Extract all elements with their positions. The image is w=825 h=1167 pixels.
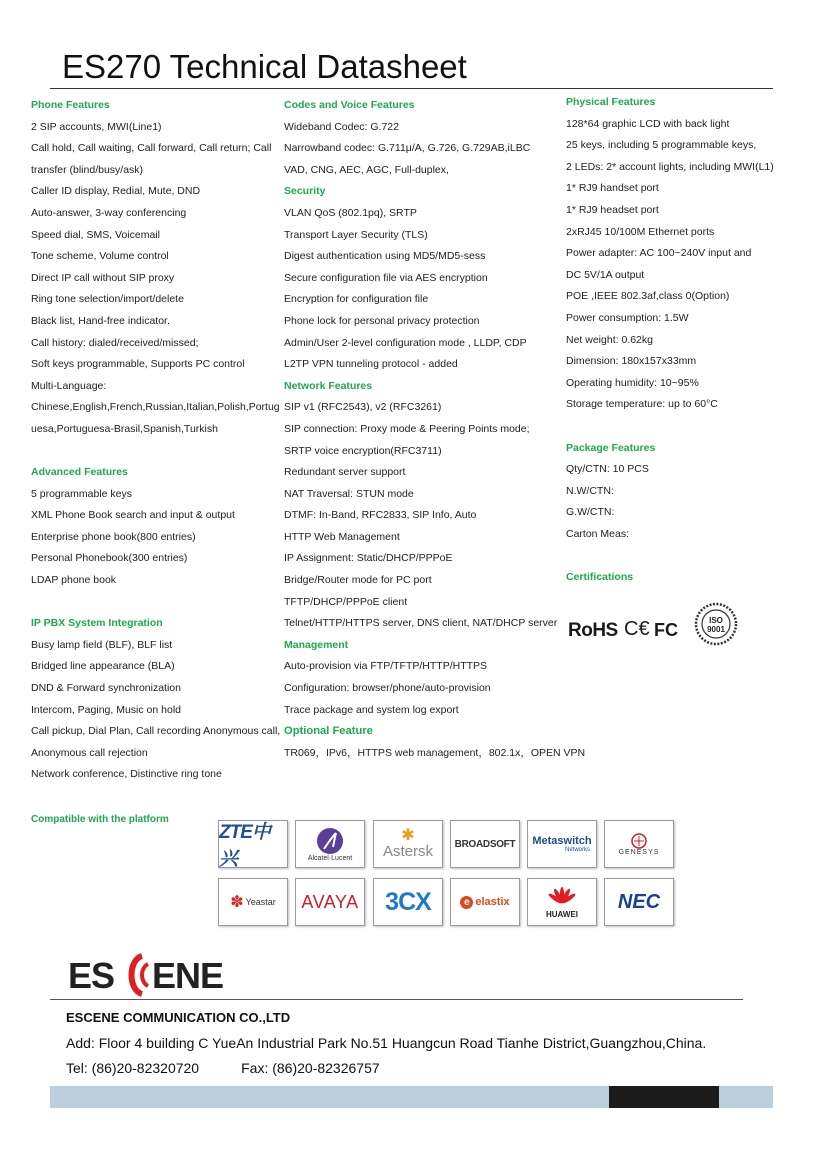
- spec-line: Call hold, Call waiting, Call forward, Call return; Call: [31, 142, 272, 155]
- company-name: ESCENE COMMUNICATION CO.,LTD: [66, 1010, 291, 1025]
- spec-line: NAT Traversal: STUN mode: [284, 487, 414, 500]
- title-divider: [50, 88, 773, 89]
- elastix-icon: e: [460, 896, 473, 909]
- compatible-platform-label: Compatible with the platform: [31, 814, 169, 825]
- section-heading: Certifications: [566, 571, 634, 584]
- section-heading: Optional Feature: [284, 725, 373, 738]
- spec-line: POE ,IEEE 802.3af,class 0(Option): [566, 290, 730, 303]
- spec-line: IP Assignment: Static/DHCP/PPPoE: [284, 552, 453, 565]
- svg-text:9001: 9001: [707, 625, 725, 634]
- section-heading: Network Features: [284, 379, 373, 392]
- column-codecs-security-network: [284, 95, 586, 764]
- spec-line: VAD, CNG, AEC, AGC, Full-duplex,: [284, 163, 449, 176]
- ce-mark-logo: C€: [624, 618, 650, 640]
- spec-line: Transport Layer Security (TLS): [284, 228, 428, 241]
- spec-line: 2xRJ45 10/100M Ethernet ports: [566, 225, 715, 238]
- section-heading: Security: [284, 185, 326, 198]
- spec-line: Redundant server support: [284, 466, 406, 479]
- huawei-logo: HUAWEI: [527, 878, 597, 926]
- alcatel-lucent-logo: Alcatel·Lucent: [295, 820, 365, 868]
- spec-line: Power consumption: 1.5W: [566, 311, 689, 324]
- spec-line: Speed dial, SMS, Voicemail: [31, 228, 160, 241]
- spec-line: Tone scheme, Volume control: [31, 250, 169, 263]
- spec-line: Ring tone selection/import/delete: [31, 293, 184, 306]
- svg-text:ISO: ISO: [709, 616, 723, 625]
- genesys-logo: GENESYS: [604, 820, 674, 868]
- alcatel-lucent-icon: [315, 827, 345, 855]
- spec-line: Power adapter: AC 100~240V input and: [566, 247, 752, 260]
- elastix-logo: e elastix: [450, 878, 520, 926]
- spec-line: Trace package and system log export: [284, 703, 459, 716]
- spec-line: Bridge/Router mode for PC port: [284, 574, 432, 587]
- yeastar-logo: ✽ Yeastar: [218, 878, 288, 926]
- spec-line: Call history: dialed/received/missed;: [31, 336, 199, 349]
- section-heading: Physical Features: [566, 96, 656, 108]
- asterisk-logo: ✱ Astersk: [373, 820, 443, 868]
- spacer: [566, 545, 796, 567]
- spec-line: Caller ID display, Redial, Mute, DND: [31, 185, 201, 198]
- asterisk-star-icon: ✱: [401, 826, 415, 844]
- spec-line: Busy lamp field (BLF), BLF list: [31, 638, 173, 651]
- spec-line: TFTP/DHCP/PPPoE client: [284, 595, 408, 608]
- spec-line: TR069，IPv6，HTTPS web management，802.1x，OPEN VPN: [284, 746, 586, 759]
- spec-line: Digest authentication using MD5/MD5-sess: [284, 250, 486, 263]
- spec-line: Storage temperature: up to 60°C: [566, 398, 718, 411]
- section-heading: IP PBX System Integration: [31, 617, 163, 630]
- spec-line: N.W/CTN:: [566, 484, 614, 497]
- spec-line: Telnet/HTTP/HTTPS server, DNS client, NAT/DHCP server: [284, 617, 558, 630]
- spec-line: Call pickup, Dial Plan, Call recording Anonymous call,: [31, 725, 281, 738]
- spec-line: Phone lock for personal privacy protection: [284, 314, 480, 327]
- spec-line: 128*64 graphic LCD with back light: [566, 117, 730, 130]
- spec-line: Intercom, Paging, Music on hold: [31, 703, 181, 716]
- contact-line: [66, 1060, 380, 1076]
- spec-line: Qty/CTN: 10 PCS: [566, 463, 649, 476]
- spec-line: 2 SIP accounts, MWI(Line1): [31, 120, 162, 133]
- spec-line: Multi-Language:: [31, 379, 107, 392]
- section-heading: Package Features: [566, 441, 656, 454]
- spec-line: Narrowband codec: G.711μ/A, G.726, G.729AB,iLBC: [284, 142, 531, 155]
- spec-line: 5 programmable keys: [31, 487, 132, 500]
- spec-line: 2 LEDs: 2* account lights, including MWI(L1): [566, 160, 774, 173]
- spec-line: SIP v1 (RFC2543), v2 (RFC3261): [284, 401, 442, 414]
- broadsoft-logo: BROADSOFT: [450, 820, 520, 868]
- spec-line: Wideband Codec: G.722: [284, 120, 399, 133]
- section-heading: Management: [284, 638, 349, 651]
- brand-c-arc-inner: [142, 964, 148, 986]
- spec-line: XML Phone Book search and input & output: [31, 509, 235, 522]
- yeastar-icon: ✽: [230, 894, 244, 911]
- brand-text-right: ENE: [152, 955, 224, 996]
- footer-divider: [50, 999, 743, 1000]
- section-heading: Advanced Features: [31, 466, 128, 479]
- spec-line: Auto-provision via FTP/TFTP/HTTP/HTTPS: [284, 660, 488, 673]
- huawei-petal-icon: [547, 886, 577, 910]
- spec-line: Black list, Hand-free indicator.: [31, 314, 170, 327]
- spec-line: LDAP phone book: [31, 574, 117, 587]
- spec-line: Personal Phonebook(300 entries): [31, 552, 188, 565]
- spec-line: DC 5V/1A output: [566, 268, 645, 281]
- telephone: Tel: (86)20-82320720: [66, 1060, 200, 1076]
- spec-line: Net weight: 0.62kg: [566, 333, 653, 346]
- spec-line: SIP connection: Proxy mode & Peering Points mode;: [284, 422, 530, 435]
- spec-line: Dimension: 180x157x33mm: [566, 355, 697, 368]
- spec-line: Enterprise phone book(800 entries): [31, 530, 196, 543]
- spec-line: Secure configuration file via AES encryption: [284, 271, 488, 284]
- spec-line: Configuration: browser/phone/auto-provision: [284, 682, 491, 695]
- spec-line: Encryption for configuration file: [284, 293, 429, 306]
- 3cx-logo: 3CX: [373, 878, 443, 926]
- spec-line: uesa,Portuguesa-Brasil,Spanish,Turkish: [31, 422, 218, 435]
- metaswitch-logo: Metaswitch Networks: [527, 820, 597, 868]
- spec-line: transfer (blind/busy/ask): [31, 163, 144, 176]
- spec-line: G.W/CTN:: [566, 506, 615, 519]
- spec-line: SRTP voice encryption(RFC3711): [284, 444, 442, 457]
- section-heading: Codes and Voice Features: [284, 99, 415, 111]
- page-title: ES270 Technical Datasheet: [62, 48, 467, 85]
- column-phone-features: [31, 95, 281, 786]
- spec-line: Direct IP call without SIP proxy: [31, 271, 175, 284]
- certification-logos: [566, 600, 756, 650]
- fax: Fax: (86)20-82326757: [241, 1060, 380, 1076]
- spec-line: 1* RJ9 handset port: [566, 182, 659, 195]
- rohs-logo: RoHS: [568, 620, 618, 641]
- spec-line: Carton Meas:: [566, 527, 630, 540]
- spec-line: 1* RJ9 headset port: [566, 203, 659, 216]
- spec-line: Auto-answer, 3-way conferencing: [31, 206, 187, 219]
- spec-line: DND & Forward synchronization: [31, 682, 181, 695]
- escene-brand-logo: [68, 950, 228, 1000]
- spec-line: Admin/User 2-level configuration mode , LLDP, CDP: [284, 336, 527, 349]
- genesys-icon: [631, 833, 647, 849]
- spacer: [31, 441, 281, 463]
- spec-line: Anonymous call rejection: [31, 746, 148, 759]
- spec-line: 25 keys, including 5 programmable keys,: [566, 139, 757, 152]
- spec-line: HTTP Web Management: [284, 530, 400, 543]
- spec-line: Chinese,English,French,Russian,Italian,Polish,Portug: [31, 401, 280, 414]
- spacer: [31, 592, 281, 614]
- spec-line: Soft keys programmable, Supports PC control: [31, 358, 245, 371]
- company-address: Add: Floor 4 building C YueAn Industrial Park No.51 Huangcun Road Tianhe District,Guangzhou,China.: [66, 1035, 707, 1051]
- iso-9001-seal: [694, 602, 738, 646]
- spec-line: L2TP VPN tunneling protocol - added: [284, 358, 458, 371]
- column-physical-package: [566, 92, 796, 589]
- spec-line: VLAN QoS (802.1pq), SRTP: [284, 206, 417, 219]
- nec-logo: NEC: [604, 878, 674, 926]
- avaya-logo: AVAYA: [295, 878, 365, 926]
- spacer: [566, 416, 796, 438]
- zte-logo: ZTE中兴: [218, 820, 288, 868]
- footer-bar-dark-block: [609, 1086, 719, 1108]
- spec-line: Bridged line appearance (BLA): [31, 660, 175, 673]
- spec-line: Operating humidity: 10~95%: [566, 376, 699, 389]
- spec-line: Network conference, Distinctive ring tone: [31, 768, 222, 781]
- section-heading: Phone Features: [31, 99, 110, 111]
- brand-text-left: ES: [68, 955, 115, 996]
- fcc-logo: FC: [654, 620, 678, 640]
- spec-line: DTMF: In-Band, RFC2833, SIP Info, Auto: [284, 509, 477, 522]
